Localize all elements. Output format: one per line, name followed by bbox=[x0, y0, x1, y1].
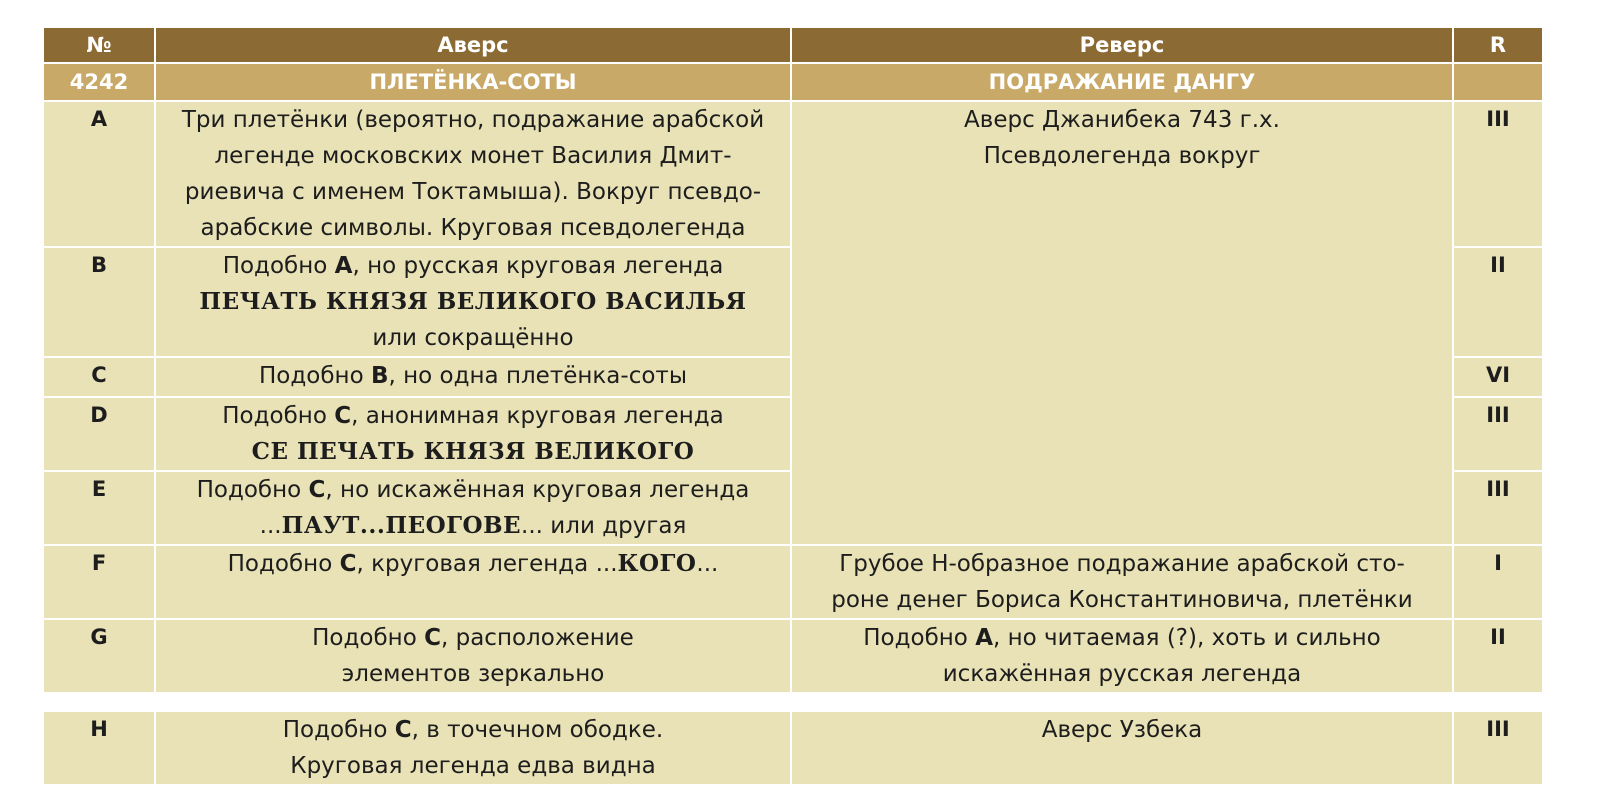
variant-letter: C bbox=[43, 357, 155, 397]
obverse-cell bbox=[155, 619, 791, 693]
gap-cell bbox=[43, 693, 1543, 711]
obverse-text: Подобно bbox=[222, 403, 335, 429]
obverse-text: , но искажённая круговая легенда bbox=[325, 477, 750, 503]
obverse-text: , но одна плетёнка-соты bbox=[388, 363, 687, 389]
variant-letter: D bbox=[43, 397, 155, 471]
obverse-line bbox=[156, 358, 790, 394]
obverse-line bbox=[156, 620, 790, 656]
type-rarity bbox=[1453, 63, 1543, 101]
obverse-line bbox=[156, 508, 790, 544]
header-number: № bbox=[43, 27, 155, 63]
rarity-cell: II bbox=[1453, 247, 1543, 357]
variant-letter: H bbox=[43, 711, 155, 785]
rarity-cell: II bbox=[1453, 619, 1543, 693]
header-reverse: Реверс bbox=[791, 27, 1453, 63]
obverse-line: риевича с именем Токтамыша). Вокруг псевдо- bbox=[184, 179, 762, 205]
type-reverse: ПОДРАЖАНИЕ ДАНГУ bbox=[791, 63, 1453, 101]
reverse-cell bbox=[791, 619, 1453, 693]
variant-reference: A bbox=[334, 253, 353, 279]
obverse-line bbox=[156, 712, 790, 748]
variant-reference: C bbox=[308, 477, 326, 503]
obverse-text: Подобно bbox=[222, 253, 335, 279]
reverse-line: Псевдолегенда вокруг bbox=[983, 143, 1261, 169]
obverse-cell bbox=[155, 397, 791, 471]
rarity-cell: III bbox=[1453, 101, 1543, 247]
obverse-line: легенде московских монет Василия Дмит- bbox=[214, 143, 732, 169]
obverse-text: ... или другая bbox=[521, 513, 687, 539]
table-header-row bbox=[43, 27, 1543, 63]
old-russian-legend: КОГО bbox=[617, 550, 697, 577]
variant-letter: F bbox=[43, 545, 155, 619]
variant-letter: E bbox=[43, 471, 155, 545]
obverse-line: или сокращённо bbox=[372, 325, 574, 351]
table-row bbox=[43, 619, 1543, 693]
header-rarity: R bbox=[1453, 27, 1543, 63]
coin-catalog-table bbox=[42, 26, 1544, 786]
reverse-line: Аверс Джанибека 743 г.х. bbox=[964, 107, 1280, 133]
header-obverse: Аверс bbox=[155, 27, 791, 63]
variant-reference: C bbox=[339, 551, 357, 577]
variant-letter: B bbox=[43, 247, 155, 357]
reverse-text: , но читаемая (?), хоть и сильно bbox=[993, 625, 1381, 651]
variant-reference: B bbox=[370, 363, 389, 389]
table-row bbox=[43, 101, 1543, 247]
coin-catalog-table-wrapper bbox=[42, 26, 1542, 786]
obverse-line: элементов зеркально bbox=[341, 661, 605, 687]
obverse-cell bbox=[155, 711, 791, 785]
obverse-text: Подобно bbox=[282, 717, 395, 743]
old-russian-legend: СЕ ПЕЧАТЬ КНЯЗЯ ВЕЛИКОГО bbox=[251, 438, 695, 465]
rarity-cell: I bbox=[1453, 545, 1543, 619]
obverse-line: Круговая легенда едва видна bbox=[290, 753, 656, 779]
obverse-text: , анонимная круговая легенда bbox=[351, 403, 724, 429]
obverse-text: , в точечном ободке. bbox=[411, 717, 664, 743]
obverse-line bbox=[156, 472, 790, 508]
table-row bbox=[43, 711, 1543, 785]
obverse-cell bbox=[155, 357, 791, 397]
reverse-cell-merged bbox=[791, 101, 1453, 545]
variant-letter: G bbox=[43, 619, 155, 693]
obverse-text: , расположение bbox=[440, 625, 634, 651]
obverse-text: Подобно bbox=[312, 625, 425, 651]
obverse-text: Подобно bbox=[196, 477, 309, 503]
type-row bbox=[43, 63, 1543, 101]
variant-reference: C bbox=[424, 625, 441, 651]
variant-reference: C bbox=[334, 403, 352, 429]
obverse-line: Три плетёнки (вероятно, подражание арабской bbox=[181, 107, 765, 133]
reverse-line: Грубое Н-образное подражание арабской сто- bbox=[839, 551, 1405, 577]
type-number: 4242 bbox=[43, 63, 155, 101]
variant-reference: C bbox=[394, 717, 412, 743]
reverse-line: Аверс Узбека bbox=[1041, 717, 1203, 743]
obverse-line: арабские символы. Круговая псевдолегенда bbox=[200, 215, 746, 241]
obverse-cell bbox=[155, 247, 791, 357]
table-row bbox=[43, 545, 1543, 619]
reverse-line: искажённая русская легенда bbox=[942, 661, 1302, 687]
obverse-text: , круговая легенда ... bbox=[356, 551, 618, 577]
rarity-cell: III bbox=[1453, 471, 1543, 545]
rarity-cell: VI bbox=[1453, 357, 1543, 397]
reverse-line: роне денег Бориса Константиновича, плетёнки bbox=[831, 587, 1413, 613]
table-gap bbox=[43, 693, 1543, 711]
type-obverse: ПЛЕТЁНКА-СОТЫ bbox=[155, 63, 791, 101]
rarity-cell: III bbox=[1453, 711, 1543, 785]
reverse-line bbox=[792, 620, 1452, 656]
old-russian-legend: ПАУТ...ПЕОГОВЕ bbox=[281, 512, 522, 539]
obverse-text: Подобно bbox=[227, 551, 340, 577]
obverse-line bbox=[156, 398, 790, 434]
variant-letter: A bbox=[43, 101, 155, 247]
obverse-line bbox=[156, 248, 790, 284]
obverse-cell bbox=[155, 101, 791, 247]
obverse-text: , но русская круговая легенда bbox=[352, 253, 724, 279]
obverse-line bbox=[156, 546, 790, 582]
old-russian-legend: ПЕЧАТЬ КНЯЗЯ ВЕЛИКОГО ВАСИЛЬЯ bbox=[199, 288, 747, 315]
obverse-text: Подобно bbox=[259, 363, 371, 389]
obverse-text: ... bbox=[259, 513, 282, 539]
rarity-cell: III bbox=[1453, 397, 1543, 471]
obverse-text: ... bbox=[696, 551, 719, 577]
reverse-cell bbox=[791, 545, 1453, 619]
reverse-cell bbox=[791, 711, 1453, 785]
reverse-text: Подобно bbox=[863, 625, 976, 651]
variant-reference: A bbox=[975, 625, 993, 651]
obverse-cell bbox=[155, 545, 791, 619]
obverse-cell bbox=[155, 471, 791, 545]
